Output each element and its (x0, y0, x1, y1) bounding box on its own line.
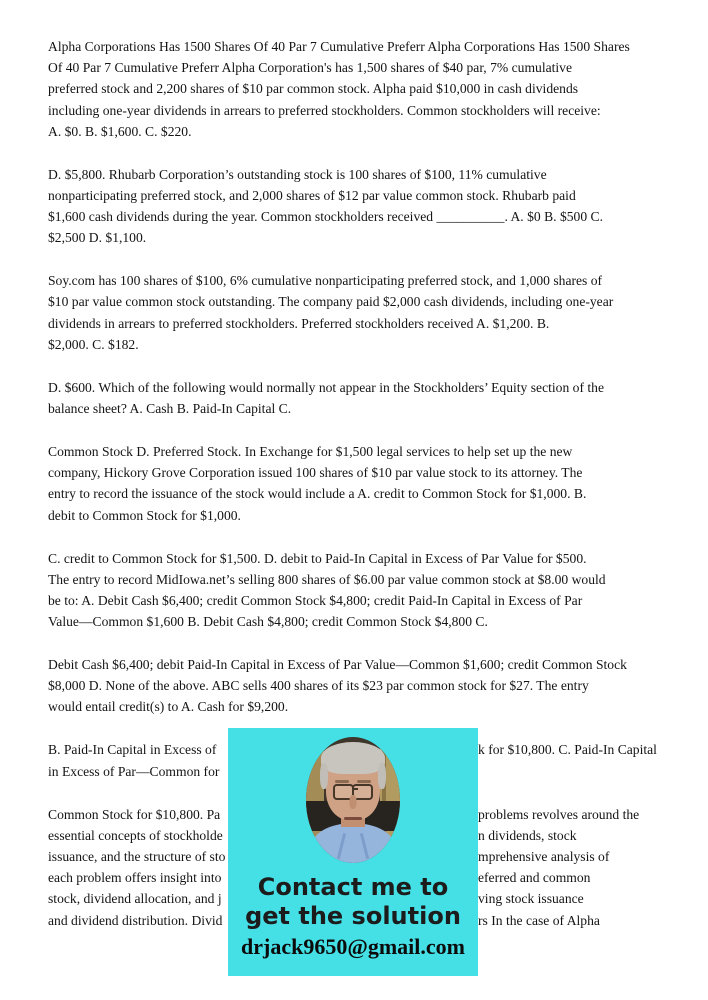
text-fragment-right: mprehensive analysis of (478, 849, 610, 864)
portrait-eyebrow (357, 780, 371, 783)
portrait-nose (350, 795, 357, 809)
text-line: $1,600 cash dividends during the year. Common stockholders received __________. A. $0 B. $500 C. (48, 209, 604, 225)
text-line: debit to Common Stock for $1,000. (48, 507, 241, 523)
text-fragment-left: each problem offers insight into (48, 870, 222, 886)
text-line: balance sheet? A. Cash B. Paid-In Capital C. (48, 401, 292, 417)
text-line: company, Hickory Grove Corporation issued 100 shares of $10 par value stock to its attorney. The (48, 465, 583, 481)
text-fragment-left: and dividend distribution. Divid (48, 912, 223, 928)
contact-heading (245, 873, 461, 931)
text-line: be to: A. Debit Cash $6,400; credit Common Stock $4,800; credit Paid-In Capital in Excess of Par (48, 592, 583, 608)
text-line: $2,500 D. $1,100. (48, 230, 147, 246)
contact-heading-line2: get the solution (245, 902, 461, 930)
portrait-hair (320, 763, 328, 789)
text-fragment-right: eferred and common (478, 870, 591, 886)
text-line: Alpha Corporations Has 1500 Shares Of 40 Par 7 Cumulative Preferr Alpha Corporations Has 1500 Shares (48, 39, 630, 54)
paragraph (48, 270, 662, 355)
text-line: would entail credit(s) to A. Cash for $9,200. (48, 699, 289, 715)
text-line: dividends in arrears to preferred stockholders. Preferred stockholders received A. $1,200. B. (48, 315, 550, 331)
text-line: The entry to record MidIowa.net’s selling 800 shares of $6.00 par value common stock at $8.00 would (48, 571, 606, 587)
contact-heading-line1: Contact me to (257, 873, 449, 901)
text-line: D. $5,800. Rhubarb Corporation’s outstanding stock is 100 shares of $100, 11% cumulative (48, 166, 547, 182)
text-fragment-left: essential concepts of stockholde (48, 827, 223, 843)
paragraph (48, 441, 662, 526)
text-fragment-right: k for $10,800. C. Paid-In Capital (478, 742, 657, 758)
portrait-eyebrow (335, 780, 349, 783)
text-fragment-left: stock, dividend allocation, and j (48, 891, 222, 907)
text-fragment-right: problems revolves around the (478, 806, 640, 822)
portrait-mouth (344, 817, 362, 820)
text-fragment-left: issuance, and the structure of sto (48, 849, 226, 864)
text-line: Value—Common $1,600 B. Debit Cash $4,800; credit Common Stock $4,800 C. (48, 614, 488, 630)
portrait-hair (321, 742, 385, 774)
text-line: C. credit to Common Stock for $1,500. D. debit to Paid-In Capital in Excess of Par Value for $500. (48, 550, 587, 566)
paragraph (48, 36, 662, 142)
text-line: A. $0. B. $1,600. C. $220. (48, 123, 192, 139)
text-line: nonparticipating preferred stock, and 2,000 shares of $12 par value common stock. Rhubarb paid (48, 187, 576, 203)
text-fragment-right: ving stock issuance (478, 891, 584, 907)
text-fragment-right: rs In the case of Alpha (478, 912, 600, 928)
glasses-icon (352, 788, 358, 790)
paragraph (48, 377, 662, 419)
text-line: $2,000. C. $182. (48, 336, 139, 352)
text-line: D. $600. Which of the following would normally not appear in the Stockholders’ Equity section of the (48, 379, 604, 395)
text-line: $10 par value common stock outstanding. The company paid $2,000 cash dividends, including one-year (48, 294, 614, 310)
text-line: including one-year dividends in arrears to preferred stockholders. Common stockholders will receive: (48, 102, 601, 118)
text-line: Of 40 Par 7 Cumulative Preferr Alpha Corporation's has 1,500 shares of $40 par, 7% cumulative (48, 60, 573, 76)
text-line: preferred stock and 2,200 shares of $10 par common stock. Alpha paid $10,000 in cash dividends (48, 81, 579, 97)
paragraph (48, 654, 662, 718)
text-line: Soy.com has 100 shares of $100, 6% cumulative nonparticipating preferred stock, and 1,000 shares of (48, 273, 603, 289)
text-line: entry to record the issuance of the stock would include a A. credit to Common Stock for $1,000. B. (48, 486, 587, 502)
text-fragment-left: in Excess of Par—Common for (48, 763, 220, 779)
portrait-hair (378, 763, 386, 789)
text-line: $8,000 D. None of the above. ABC sells 400 shares of its $23 par common stock for $27. The entry (48, 678, 589, 694)
shirt-graphic (311, 823, 395, 863)
text-fragment-left: Common Stock for $10,800. Pa (48, 806, 221, 822)
contact-overlay (228, 728, 478, 976)
paragraph (48, 548, 662, 633)
text-line: Common Stock D. Preferred Stock. In Exchange for $1,500 legal services to help set up the new (48, 444, 573, 459)
tutor-portrait-photo (306, 737, 400, 863)
contact-email: drjack9650@gmail.com (241, 934, 465, 959)
text-line: Debit Cash $6,400; debit Paid-In Capital in Excess of Par Value—Common $1,600; credit Common Stock (48, 657, 627, 673)
text-fragment-left: B. Paid-In Capital in Excess of (48, 742, 217, 758)
text-fragment-right: n dividends, stock (478, 827, 577, 843)
paragraph (48, 164, 662, 249)
